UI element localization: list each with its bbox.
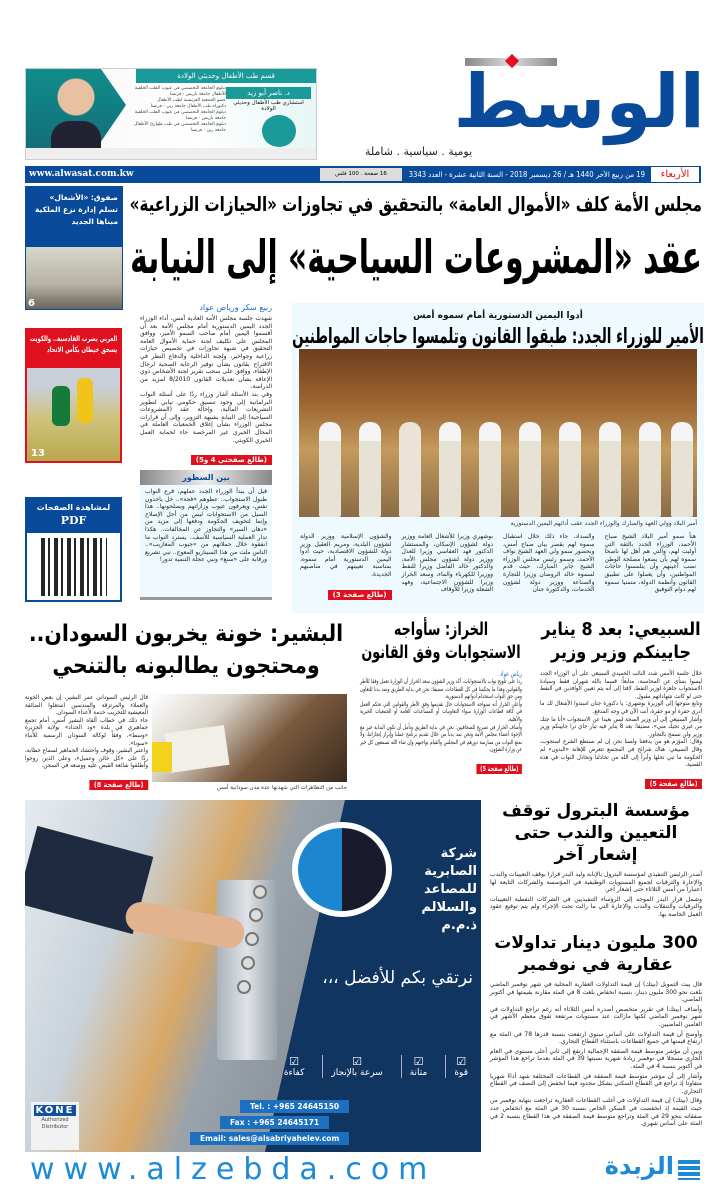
- promo-text: العربي يضرب القادسية.. والكويت يسحق خيطان بكأس الاتحاد: [29, 334, 118, 354]
- story-headline: السبيعي: بعد 8 يناير جايينكم وزير وزير: [541, 619, 701, 663]
- story-columns: [300, 533, 696, 601]
- weekday: الأربعاء: [651, 167, 699, 182]
- lead-story: [140, 303, 272, 466]
- figure: [559, 422, 581, 517]
- promo-photo: [26, 247, 122, 309]
- paragraph: وأعلن الخراز أنه سيواجه الاستجوابات حال تقديمها وفق الأطر والقوانين التي تحكم العمل في كافة قطاعات الوزارة سواء التعاونيات أو المساعدات العامة أو الجمعيات الخيرية والأهلية.: [360, 700, 522, 723]
- paragraph: أصدر الرئيس التنفيذي لمؤسسة البترول بالإنابة وليد البدر قرارا بوقف التعيينات والندب والإعارة والترقيات لجميع المستويات الوظيفية في المؤسسة والشركات التابعة لها اعتبارا من أمس الثلاثاء حتى إشعار آخر.: [490, 871, 702, 894]
- feature-list: [276, 1055, 476, 1078]
- pediatrics-ad[interactable]: [25, 68, 317, 160]
- figure: [599, 422, 621, 517]
- issue-date: 19 من ربيع الآخر 1440 هـ / 26 ديسمبر 2018 - السنة الثانية عشرة - العدد 3343: [408, 170, 645, 179]
- pdf-header: [27, 499, 120, 533]
- figure: [671, 422, 693, 517]
- feature: ☑ سرعة بالإنجاز: [322, 1055, 390, 1078]
- company-logo-icon: [292, 822, 392, 917]
- paragraph: وأوضح أن قيمة التداولات على أساس سنوي ارتفعت بنسبة قدرها 78 في المئة مع ارتفاع قيمتها في جميع القطاعات باستثناء القطاع التجاري.: [490, 1030, 702, 1046]
- player-green: [52, 386, 70, 426]
- subaie-story: [540, 618, 702, 790]
- credential: عضو الجمعية الفرنسية لطب الأطفال: [157, 98, 226, 103]
- doctor-name: د. ناصر أبو زيد: [226, 87, 311, 99]
- pdf-label: PDF: [60, 514, 87, 527]
- checkbox-icon: ☑: [413, 1055, 424, 1068]
- player-yellow: [77, 378, 93, 423]
- column: هنأ سمو أمير البلاد الشيخ صباح الأحمد، الوزراء الجدد بالثقة التي أوليت لهم، والتي هم أهل لها ناصحا سموه لهم بأن يضعوا مصلحة الوطن نصب أعينهم وأن يتلمسوا حاجات المواطنين، وأن يعملوا على تطبيق القانون وأنظمة الدولة، متمنيا سموه لهم دوام التوفيق: [604, 533, 696, 594]
- story-headline: 300 مليون دينار تداولات عقارية في نوفمبر: [494, 933, 698, 975]
- elevator-button-icon: [253, 885, 267, 899]
- date-bar: [25, 166, 701, 183]
- feature: ☑ متانة: [401, 1055, 436, 1078]
- email: Email: sales@alsabriyahelev.com: [190, 1132, 349, 1145]
- promo-ashghal[interactable]: [25, 186, 123, 310]
- elevator-button-icon: [249, 908, 263, 922]
- story-kicker: أدوا اليمين الدستورية أمام سموه أمس: [413, 311, 583, 321]
- figure: [639, 422, 661, 517]
- main-story: [292, 303, 704, 613]
- elevator-button-icon: [237, 980, 251, 994]
- page-number: 6: [28, 298, 35, 309]
- yellow-sign: [152, 742, 172, 772]
- figure: [319, 422, 341, 517]
- elevator-button-icon: [241, 956, 255, 970]
- paragraph: واعتبر البشير، وقوف واحتشاد الجماهير لسماع خطابه، ردًا على «كل خائن وعميل»، وعلى الذين روجوا وأطلقوا شائعة القبض عليه ووضعه في السجن.: [25, 747, 148, 770]
- column-text: قبل أن يبدأ الوزراء الجدد عملهم، قرع النواب طبول الاستجواب.. عطوهم «فجة».. خل ياخذون نفس، ويعرفون عيوب وزاراتهم ويصلحونها.. هذا السيل من الاستجوابات ليس من أجل الإصلاح وإنما لتخويف الحكومة ودفعها إلى مزيد من «دهان السير» والتجاوز عن المخالفات.. هكذا تدار العملية السياسية للأسف.. يسترد النواب ما انفقوه خلال حملاتهم من «جيوب المعازيب».. الناس ملت من هذا السيناريو المعوج.. نبي تشريع ورقابة على «سنع» ونبي عجلة التنمية تدور!: [145, 488, 267, 564]
- checkbox-icon: ☑: [456, 1055, 467, 1068]
- column: والشؤون الإسلامية ووزير الدولة لشؤون البلدية، ومريم العقيل وزير دولة للشؤون الاقتصادية، حيث أدوا اليمين الدستورية أمام سموه، بمناسبة تعيينهم في مناصبهم الجديدة.: [300, 533, 392, 578]
- kone-badge: [31, 1102, 79, 1150]
- jump-link[interactable]: (طالع صفحة 8): [89, 780, 148, 790]
- logo-tagline: يومية . سياسية . شاملة: [365, 145, 473, 158]
- ad-slogan: نرتقي بكم للأفضل ،،،: [322, 968, 473, 988]
- emir-ministers-photo: [299, 349, 697, 517]
- paragraph: ردا على تلويح نواب بالاستجوابات، أكد وزير الشؤون سعد الخراز أن الوزارة تعمل وفقا للأطر والقوانين وهذا ما يحكمنا في كل القطاعات، مضيفا: نحن في بداية الطريق ونمد يدنا للتعاون ومن حق النواب استخدام أدواتهم الدستورية.: [360, 678, 522, 701]
- box-title: بين السطور: [140, 470, 272, 485]
- figure: [439, 422, 461, 517]
- jump-link[interactable]: (طالع صفحة 5): [477, 764, 522, 774]
- elevator-panel: [217, 880, 277, 1060]
- checkbox-icon: ☑: [352, 1055, 362, 1068]
- newspaper-logo: [365, 58, 705, 158]
- pdf-title: لمشاهدة الصفحات: [36, 503, 111, 512]
- paragraph: وقال (بيتك) إن قيمة التداولات في أغلب القطاعات العقارية تراجعت بنهاية نوفمبر من حيث القيمة إذ انخفضت في السكن الخاص بنسبة 30 في المئة مع انخفاض عدد صفقاته بنحو 29 في المئة وتراجع متوسط قيمة الصفقة في هذا القطاع بنسبة 2 في المئة على أساس شهري.: [490, 1097, 702, 1128]
- checkbox-icon: ☑: [289, 1055, 300, 1068]
- paragraph: وأضاف الخراز في تصريح للصحافيين: نحن في بداية الطريق ونأمل أن تكون البداية خير مع الإخوة أعضاء مجلس الأمة ونحن نمد يدنا من خلال تقديم برنامج عملنا وإبراز إنجازاتنا، ولا نمنع النواب من ممارسة دورهم في المجلس والقيام بواجبهم وإن شاء الله تسمعون كل خير عن وزارة الشؤون.: [360, 723, 522, 754]
- petrol-story: [490, 800, 702, 919]
- qr-code-icon[interactable]: [41, 538, 107, 596]
- paragraph: جاء ذلك في خطاب ألقاه البشير أمس، أمام تجمع جماهيري في بلدة «ود الحداد» بولاية الجزيرة «وسط»، وفقاً لوكالة السودان الرسمية للأنباء «سونا».: [25, 716, 148, 747]
- protest-photo: [152, 694, 347, 782]
- kharraz-story: [360, 618, 522, 775]
- ad-header: قسم طب الأطفال وحديثي الولادة: [136, 69, 316, 83]
- elevator-button-icon: [245, 932, 259, 946]
- paragraph: وبين أن مؤشر متوسط قيمة الصفقة الإجمالية ارتفع إلى ثاني أعلى مستوى في العام الجاري مسجلا في نوفمبر زيادة شهرية نسبتها 39 في المئة بعدما تراجع هذا المؤشر في أكتوبر بنسبة 4 في المئة.: [490, 1047, 702, 1070]
- credential: دكتوراه طب الأطفال جامعة رين - فرنسا: [150, 104, 226, 109]
- byline: ربيع سكر ورياض عواد: [199, 303, 272, 312]
- paragraph: وشمل قرار البدر الموجه إلى الرؤساء التنفيذيين في الشركات النفطية التعيينات والترقيات والتنقلات والندب والإعارة التي ما زالت تحت الإجراء ولم يتم توقيع عقود العمل الخاصة بها.: [490, 895, 702, 918]
- doctor-role: استشاري طب الأطفال وحديثي الولادة: [233, 100, 304, 112]
- byline: رياض عواد: [499, 670, 522, 678]
- story-headline: الأمير للوزراء الجدد: طبقوا القانون وتلمسوا حاجات المواطنين: [292, 324, 704, 348]
- realestate-story: [490, 932, 702, 1128]
- pdf-promo[interactable]: [25, 497, 122, 602]
- paragraph: شهدت جلسة مجلس الأمة العادية أمس، أداء الوزراء الجدد اليمين الدستورية أمام مجلس الأمة بعد أن أقسموا اليمين أمام صاحب السمو الأمير، ووافق المجلس على تكليف لجنة حماية الأموال العامة التحقيق في شبهة تجاوزات في تخصيص حيازات زراعية وجواخير، ولجنة الداخلية والدفاع النظر في الاقتراح بقانون بشأن توفير الرعاية الصحية لرجال الإطفاء، ووافق على سحب تقرير لجنة الأشخاص ذوي الإعاقة بشأن تعديلات القانون 8/2010 لمزيد من الدراسة.: [140, 315, 272, 391]
- fax: Fax : +965 24645171: [220, 1116, 329, 1129]
- kicker-headline: مجلس الأمة كلف «الأموال العامة» بالتحقيق في تجاوزات «الحيازات الزراعية»: [129, 192, 703, 216]
- doctor-suit: [51, 121, 101, 149]
- credential: دبلوم الجامعة التخصصي في طب طوارئ الأطفال جامعة رين - فرنسا: [134, 122, 226, 133]
- paragraph: قال الرئيس السوداني عمر البشير، إن بعض الخونة والعملاء والمرتزقة والمندسين استغلوا الضائقة المعيشية للتخريب خدمة لأعداء السودان.: [25, 694, 148, 717]
- main-headline: عقد «المشروعات السياحية» إلى النيابة: [130, 230, 702, 284]
- jump-link[interactable]: (طالع صفحة 3): [328, 590, 392, 600]
- column: بوشهري وزيرا للأشغال العامة ووزير دولة لشؤون الإسكان، والمستشار الدكتور فهد العفاسي وزيرا للعدل ووزير دولة لشؤون مجلس الأمة، والدكتور خالد الفاضل وزيرا للنفط ووزيرا للكهرباء والماء، وسعد الخراز وزيرا للشؤون الاجتماعية، وفهد الشعلة وزيرا للأوقاف: [401, 533, 493, 594]
- zebda-wordmark: الزبدة: [604, 1152, 674, 1180]
- football-photo: [27, 368, 120, 461]
- ad-contact-strip: [26, 148, 316, 159]
- jump-link[interactable]: (طالع صفحتي 4 و5): [191, 455, 272, 465]
- company-name: شركة الصابرية للمصاعد والسلالم ذ.م.م: [421, 846, 477, 933]
- figure: [479, 422, 501, 517]
- paragraph: وأشار إلى أن مؤشر متوسط قيمة الصفقة في القطاعات المختلفة شهد أداءً شهريا متفاوتا إذ تراجع في القطاع السكني بشكل محدود فيما انخفض إلى النصف في القطاع التجاري.: [490, 1072, 702, 1095]
- credential: دبلوم الجامعة التخصصي في عيوب القلب الخلقية للأطفال جامعة باريس - فرنسا: [134, 86, 226, 97]
- hospital-logo-icon: [262, 115, 296, 147]
- figure: [399, 422, 421, 517]
- column: والسداد. جاء ذلك خلال استقبال سموه لهم بقصر بيان صباح أمس، وبحضور سمو ولي العهد الشيخ نواف الأحمد، وسمو رئيس مجلس الوزراء الشيخ جابر المبارك، حيث قدم لسموه خالد الروضان وزيرا للتجارة والصناعة ووزير دولة لشؤون الخدمات، والدكتورة جنان: [503, 533, 595, 594]
- feature: ☑ كفاءة: [283, 1055, 305, 1078]
- story-headline: مؤسسة البترول توقف التعيين والندب حتى إشعار آخر: [502, 801, 690, 865]
- paragraph: وأضاف (بيتك) في تقرير متخصص أصدره أمس الثلاثاء أنه رغم تراجع التداولات في شهر نوفمبر الماضي لكنها مازالت عند مستويات مرتفعة تفوق معظم الأشهر في العامين الماضيين.: [490, 1005, 702, 1028]
- footer-url[interactable]: www.alzebda.com: [30, 1152, 437, 1187]
- bashir-story: [25, 618, 347, 798]
- elevator-ad[interactable]: [25, 800, 481, 1152]
- website-link[interactable]: www.alwasat.com.kw: [29, 169, 134, 179]
- paragraph: وتابع متوجها إلى الوزيرة بوشهري: يا دكتورة جنان استدوا الأشغال لك ما أدري حفرة أو مو حفرة، أنت الآن في وجه المدفع.: [540, 700, 702, 715]
- paragraph: وقال: المؤزم هو من يدفعنا ولسنا نحن إن لم نستطع الشرع استجوب، وقال السبيعي: هناك شرائح في المجتمع تتعرض للإهانة «البدون» لم الحكومة ما تبي تحلها وأبرأ إلى الله من تخاذلنا وتخاذل النواب في هذه القضية.: [540, 738, 702, 769]
- credential: دبلوم الجامعة التخصصي في عيوب القلب الخلقية جامعة باريس - فرنسا: [134, 110, 226, 121]
- paragraph: وأشار السبيعي إلى أن وزير الصحة ليس بعيدا عن الاستجواب «أنا ما جتك من غيري تجيك مني»، مضيفا: بعد 8 يناير فيه تيار جاي ترا جايينكم وزير وزير ولن نسمح بالتجاوز.: [540, 715, 702, 738]
- story-headline: الخراز: سأواجه الاستجوابات وفق القانون: [361, 619, 521, 663]
- promo-text: صفوق: «الأشغال» تسلم إدارة نزع الملكية مبناها الجديد: [34, 193, 118, 226]
- paragraph: وفي بند الأسئلة أشار وزراء ردًا على أسئلة النواب البرلمانية إلى وجود تنسيق حكومي نيابي لتطوير التشريعات المالية، وإحالة عقد (المشروعات السياحية) إلى النيابة بشبهة التزوير، وإلى أن قرارات مجلس الوزراء بشأن إغلاق الجمعيات العاملة في المجال الخيري غير المرخصة جاء لحماية العمل الخيري الكويتي.: [140, 390, 272, 444]
- tel: Tel. : +965 24645150: [240, 1100, 349, 1113]
- page-number: 13: [31, 448, 45, 459]
- paragraph: قال بيت التمويل (بيتك) إن قيمة التداولات العقارية المحلية في شهر نوفمبر الماضي بلغت نحو 300 مليون دينار، بنسبة انخفاض بلغت 8 في المئة مقارنة بقيمتها في أكتوبر الماضي.: [490, 981, 702, 1004]
- jump-link[interactable]: (طالع صفحة 5): [645, 779, 702, 789]
- logo-wordmark: الوسط: [453, 59, 705, 145]
- kone-note: Authorized Distributor: [41, 1117, 69, 1130]
- photo-caption: جانب من التظاهرات التي شهدتها عدة مدن سودانية أمس: [216, 785, 347, 791]
- kone-logo: KONE: [35, 1105, 75, 1116]
- zebda-lines-icon: [678, 1160, 700, 1180]
- figure: [359, 422, 381, 517]
- photo-caption: أمير البلاد وولي العهد والمبارك والوزراء الجدد عقب أدائهم اليمين الدستورية: [510, 520, 697, 527]
- promo-sports[interactable]: [25, 328, 122, 463]
- paragraph: خلال جلسة الأمس شدد النائب الحميدي السبيعي على أن الوزراء الجدد ليسوا بمنأى عن المحاسبة، متابعاً: قسما بالله شهران فقط وسيادة الاستجواب جاهزة لوزير النفط، لافتا إلى أنه يتم تعيين الوافدين في النفط حتى لو كانت شهاداتهم مقبول.: [540, 670, 702, 700]
- zebda-logo: [590, 1152, 700, 1188]
- story-headline: البشير: خونة يخربون السودان.. ومحتجون يطالبونه بالتنحي: [28, 621, 344, 679]
- feature: ☑ قوة: [445, 1055, 476, 1078]
- credentials-list: [130, 86, 226, 134]
- issue-price: 16 صفحة . 100 فلس: [320, 168, 402, 181]
- figure: [519, 422, 541, 517]
- between-lines-box: [140, 470, 272, 600]
- protest-banner: [165, 725, 230, 773]
